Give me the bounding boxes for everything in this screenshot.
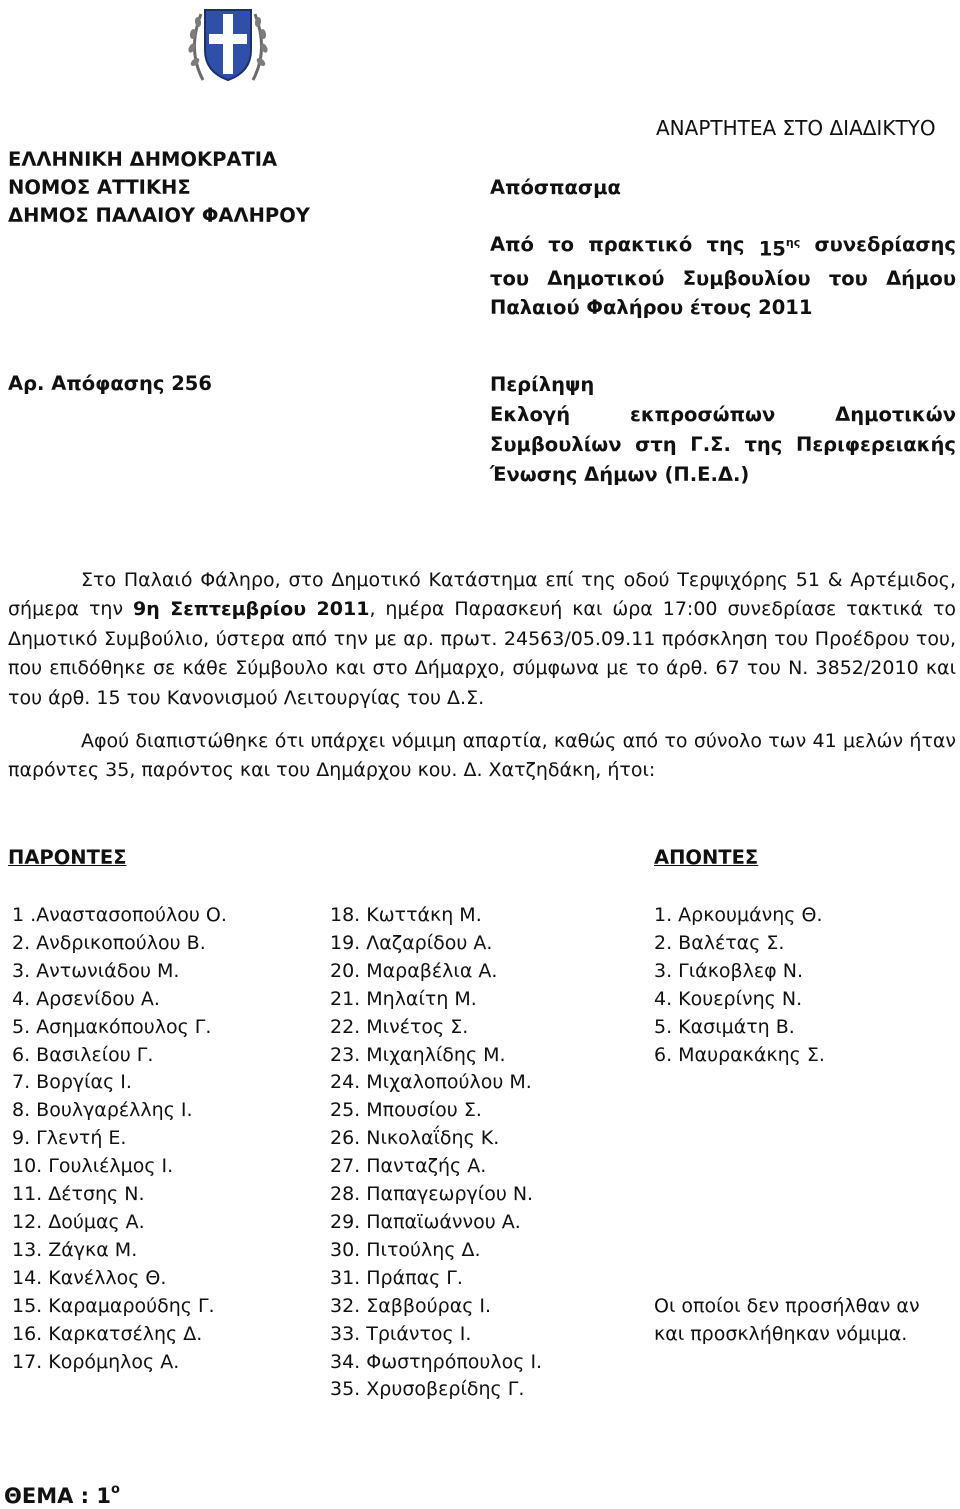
- decision-number: Αρ. Απόφασης 256: [8, 372, 212, 395]
- paragraph-session: Στο Παλαιό Φάληρο, στο Δημοτικό Κατάστημα επί της οδού Τερψιχόρης 51 & Αρτέμιδος, σήμερα την 9η Σεπτεμβρίου 2011, ημέρα Παρασκευή και ώρα 17:00 συνεδρίασε τακτικά το Δημοτικό Συμβούλιο, ύστερα από την με αρ. πρωτ. 24563/05.09.11 πρόσκληση του Προέδρου του, που επιδόθηκε σε κάθε Σύμβουλο και στο Δήμαρχο, σύμφωνα με το άρθ. 67 του Ν. 3852/2010 και του άρθ. 15 του Κανονισμού Λειτουργίας του Δ.Σ.: [8, 569, 957, 709]
- list-item: 24. Μιχαλοπούλου Μ.: [330, 1071, 532, 1094]
- word: Δήμου: [886, 266, 956, 290]
- word: Από: [490, 233, 534, 256]
- list-item: 27. Πανταζής Α.: [330, 1155, 487, 1178]
- list-item: 22. Μινέτος Σ.: [330, 1015, 469, 1038]
- list-item: 3. Αντωνιάδου Μ.: [12, 959, 180, 982]
- topic-label: ΘΕΜΑ : $1^o$: [4, 1482, 120, 1508]
- session-date: 9η Σεπτεμβρίου 2011: [133, 598, 370, 621]
- list-item: 17. Κορόμηλος Α.: [12, 1350, 180, 1373]
- ordinal-suffix: ης: [785, 236, 801, 249]
- summary-line-3: Ένωσης Δήμων (Π.Ε.Δ.): [490, 463, 750, 486]
- summary-line-2: [490, 430, 956, 460]
- list-item: 20. Μαραβέλια Α.: [330, 959, 498, 982]
- word: της: [706, 233, 745, 256]
- issuer-line-municipality: ΔΗΜΟΣ ΠΑΛΑΙΟΥ ΦΑΛΗΡΟΥ: [8, 204, 310, 227]
- summary-heading: Περίληψη: [490, 373, 595, 396]
- word: Δημοτικού: [547, 266, 665, 290]
- present-heading: ΠΑΡΟΝΤΕΣ: [8, 846, 127, 869]
- list-item: 1 .Αναστασοπούλου Ο.: [12, 904, 227, 926]
- session-number: $15^{\eta\varsigma}$: [758, 236, 801, 261]
- publish-note: ΑΝΑΡΤΗΤΕΑ ΣΤΟ ΔΙΑΔΙΚΤΥΟ: [656, 116, 936, 140]
- list-item: 32. Σαββούρας Ι.: [330, 1294, 492, 1317]
- list-item: 21. Μηλαίτη Μ.: [330, 987, 477, 1010]
- word: το: [548, 233, 575, 256]
- word: Γ.Σ.: [690, 433, 731, 456]
- summary-line-1: [490, 400, 956, 430]
- absent-note-line: και προσκλήθηκαν νόμιμα.: [654, 1323, 908, 1345]
- issuer-line-republic: ΕΛΛΗΝΙΚΗ ΔΗΜΟΚΡΑΤΙΑ: [8, 148, 278, 171]
- word: Δημοτικών: [835, 403, 956, 426]
- list-item: 25. Μπουσίου Σ.: [330, 1099, 482, 1122]
- list-item: 11. Δέτσης Ν.: [12, 1183, 145, 1206]
- list-item: 16. Καρκατσέλης Δ.: [12, 1322, 203, 1345]
- issuer-line-prefecture: ΝΟΜΟΣ ΑΤΤΙΚΗΣ: [8, 176, 191, 199]
- present-list-2: [330, 902, 542, 1404]
- word: στη: [635, 433, 677, 456]
- list-item: 6. Βασιλείου Γ.: [12, 1043, 154, 1066]
- absent-list: [654, 902, 825, 1069]
- list-item: 2. Ανδρικοπούλου Β.: [12, 931, 206, 954]
- list-item: 6. Μαυρακάκης Σ.: [654, 1043, 825, 1066]
- list-item: 1. Αρκουμάνης Θ.: [654, 904, 823, 926]
- word: του: [490, 266, 530, 290]
- list-item: 4. Αρσενίδου Α.: [12, 987, 160, 1010]
- word: εκπροσώπων: [629, 403, 776, 426]
- list-item: 31. Πράπας Γ.: [330, 1266, 463, 1289]
- word: συνεδρίασης: [814, 233, 956, 256]
- extract-title: Απόσπασμα: [490, 176, 621, 199]
- body-text: [8, 566, 956, 786]
- list-item: 13. Ζάγκα Μ.: [12, 1238, 138, 1261]
- list-item: 9. Γλεντή Ε.: [12, 1127, 127, 1150]
- absent-note: [654, 1292, 920, 1348]
- word: Εκλογή: [490, 403, 571, 426]
- absent-heading: ΑΠΟΝΤΕΣ: [654, 846, 759, 869]
- list-item: 15. Καραμαρούδης Γ.: [12, 1294, 215, 1317]
- list-item: 19. Λαζαρίδου Α.: [330, 931, 493, 954]
- list-item: 14. Κανέλλος Θ.: [12, 1266, 167, 1289]
- list-item: 7. Βοργίας Ι.: [12, 1071, 132, 1094]
- minutes-reference: [490, 230, 956, 322]
- word: Περιφερειακής: [796, 433, 956, 456]
- list-item: 5. Κασιμάτη Β.: [654, 1015, 795, 1038]
- list-item: 23. Μιχαηλίδης Μ.: [330, 1043, 506, 1066]
- list-item: 30. Πιτούλης Δ.: [330, 1238, 481, 1261]
- list-item: 35. Χρυσοβερίδης Γ.: [330, 1378, 525, 1401]
- list-item: 26. Νικολαΐδης Κ.: [330, 1127, 500, 1150]
- word: Συμβουλίων: [490, 433, 622, 456]
- list-item: 12. Δούμας Α.: [12, 1210, 145, 1233]
- issuer-header: [8, 146, 310, 230]
- list-item: 18. Κωττάκη Μ.: [330, 904, 482, 926]
- minutes-ref-line-2: [490, 264, 956, 293]
- list-item: 5. Ασημακόπουλος Γ.: [12, 1015, 212, 1038]
- word: της: [744, 433, 783, 456]
- list-item: 28. Παπαγεωργίου Ν.: [330, 1183, 534, 1206]
- list-item: 34. Φωστηρόπουλος Ι.: [330, 1350, 543, 1373]
- list-item: 10. Γουλιέλμος Ι.: [12, 1155, 174, 1178]
- list-item: 3. Γιάκοβλεφ Ν.: [654, 959, 803, 982]
- greek-coat-of-arms-icon: [183, 0, 273, 88]
- paragraph-quorum: Αφού διαπιστώθηκε ότι υπάρχει νόμιμη απαρτία, καθώς από το σύνολο των 41 μελών ήταν παρόντες 35, παρόντος και του Δημάρχου κου. Δ. Χατζηδάκη, ήτοι:: [8, 730, 956, 782]
- list-item: 4. Κουερίνης Ν.: [654, 987, 803, 1010]
- word: πρακτικό: [588, 233, 693, 256]
- list-item: 2. Βαλέτας Σ.: [654, 931, 785, 954]
- list-item: 8. Βουλγαρέλλης Ι.: [12, 1099, 193, 1122]
- topic-ordinal: ο: [110, 1482, 120, 1497]
- word: του: [828, 266, 868, 290]
- minutes-ref-line-3: Παλαιού Φαλήρου έτους 2011: [490, 295, 813, 319]
- word: Συμβουλίου: [682, 266, 811, 290]
- minutes-ref-line-1: [490, 230, 956, 264]
- list-item: 33. Τριάντος Ι.: [330, 1322, 472, 1345]
- absent-note-line: Οι οποίοι δεν προσήλθαν αν: [654, 1295, 920, 1317]
- summary-block: [490, 370, 956, 490]
- present-list-1: [12, 902, 227, 1376]
- list-item: 29. Παπαϊωάννου Α.: [330, 1210, 521, 1233]
